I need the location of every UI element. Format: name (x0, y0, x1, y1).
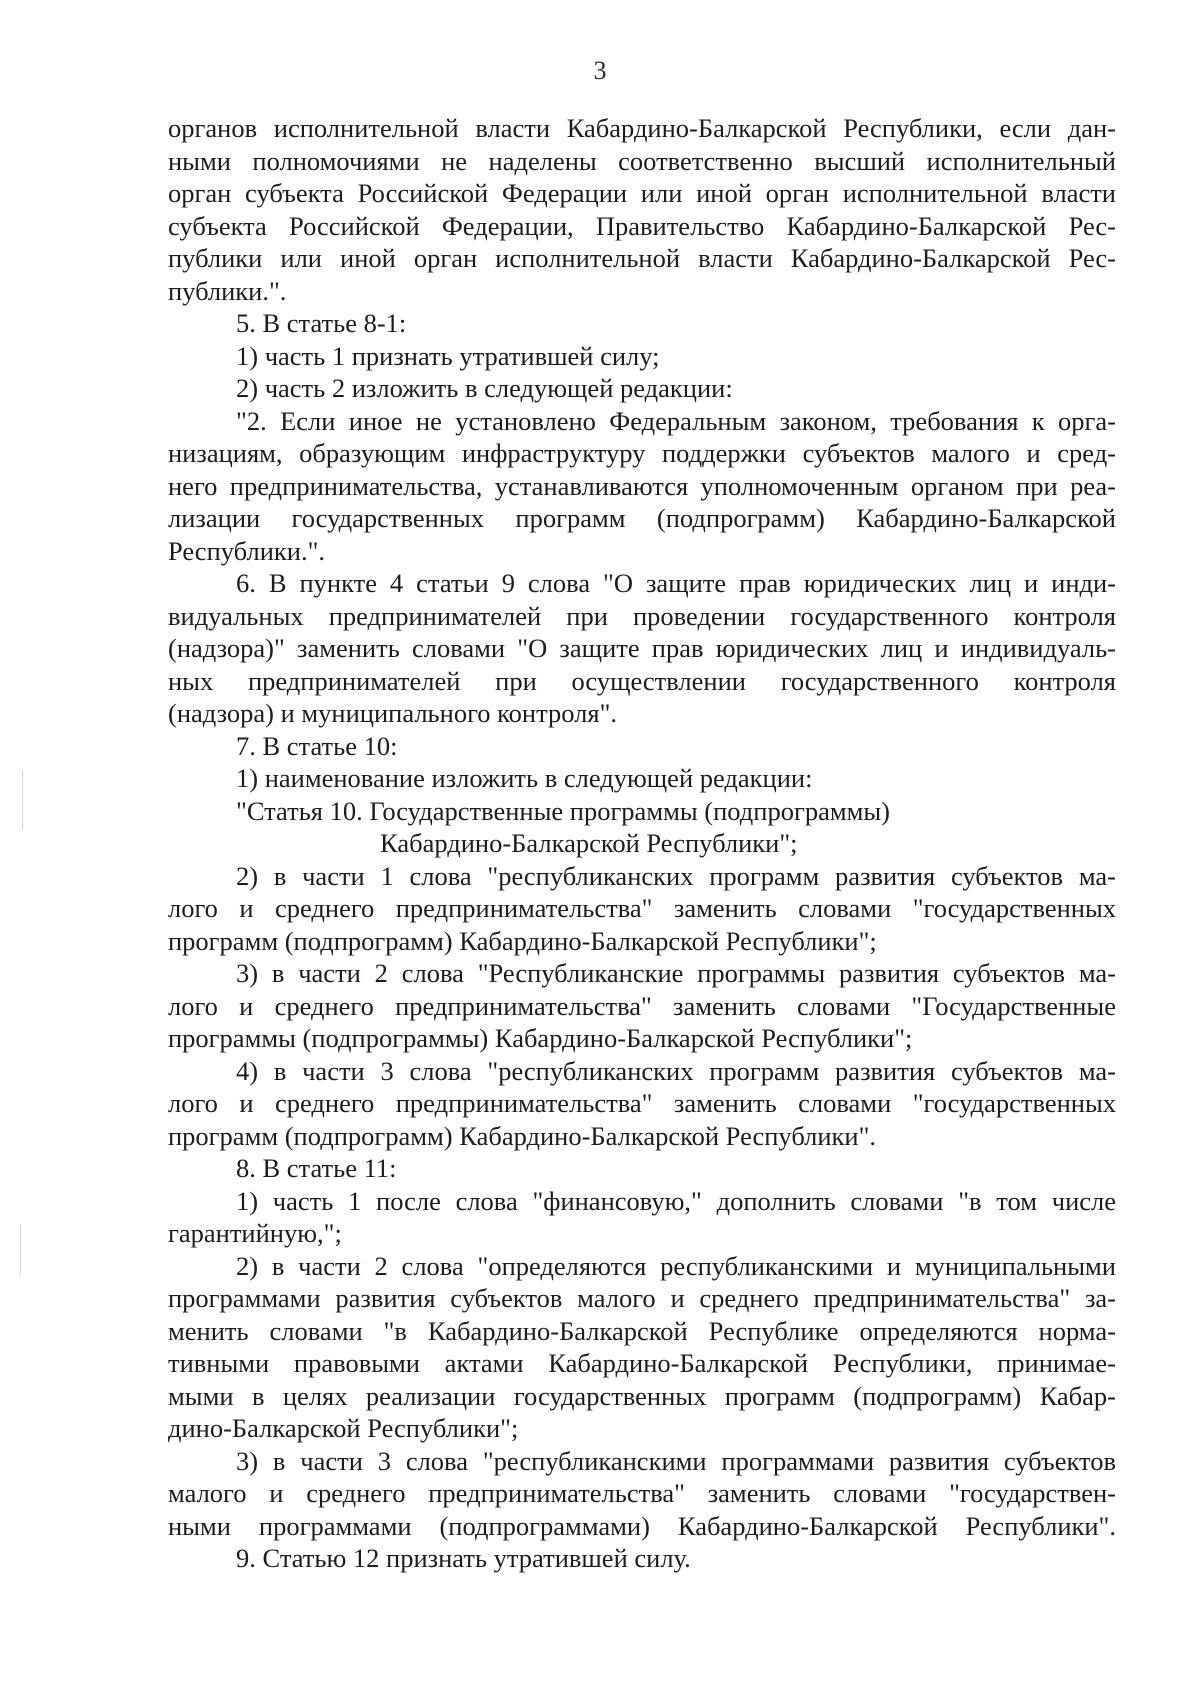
text-line: 4) в части 3 слова "республиканских программ развития субъектов ма- (236, 1055, 1116, 1086)
text-line: ными полномочиями не наделены соответственно высший исполнительный (168, 145, 1116, 176)
text-line: 2) в части 2 слова "определяются республиканскими и муниципальными (236, 1250, 1116, 1281)
text-line: "2. Если иное не установлено Федеральным законом, требования к орга- (236, 405, 1116, 436)
text-line: публики или иной орган исполнительной власти Кабардино-Балкарской Рес- (168, 243, 1116, 273)
text-line: программ (подпрограмм) Кабардино-Балкарской Республики". (168, 1120, 877, 1151)
text-line: дино-Балкарской Республики"; (168, 1413, 519, 1443)
text-line: лого и среднего предпринимательства" заменить словами "Государственные (168, 990, 1116, 1021)
text-line: публики.". (168, 275, 287, 306)
text-line: 1) часть 1 после слова "финансовую," дополнить словами "в том числе (236, 1185, 1116, 1216)
text-line: 3) в части 2 слова "Республиканские программы развития субъектов ма- (236, 958, 1116, 988)
text-line: тивными правовыми актами Кабардино-Балкарской Республики, принимае- (168, 1348, 1116, 1378)
text-line: ными программами (подпрограммами) Кабардино-Балкарской Республики". (168, 1510, 1116, 1541)
scan-artifact-line (20, 1225, 21, 1275)
text-line: лого и среднего предпринимательства" заменить словами "государственных (168, 893, 1116, 923)
text-line: гарантийную,"; (168, 1218, 342, 1248)
text-line: (надзора) и муниципального контроля". (168, 698, 618, 728)
text-line: органов исполнительной власти Кабардино-Балкарской Республики, если дан- (168, 113, 1116, 143)
page-number: 3 (593, 56, 607, 85)
text-line: низациям, образующим инфраструктуру поддержки субъектов малого и сред- (168, 438, 1116, 468)
text-line: Республики.". (168, 535, 326, 566)
text-line: субъекта Российской Федерации, Правительство Кабардино-Балкарской Рес- (168, 210, 1116, 241)
text-line: программы (подпрограммы) Кабардино-Балкарской Республики"; (168, 1023, 913, 1053)
text-line: 1) наименование изложить в следующей редакции: (236, 763, 813, 793)
text-line: (надзора)" заменить словами "О защите прав юридических лиц и индивидуаль- (168, 633, 1116, 663)
text-line: программами развития субъектов малого и среднего предпринимательства" за- (168, 1283, 1116, 1313)
text-line: 3) в части 3 слова "республиканскими программами развития субъектов (236, 1445, 1116, 1476)
text-line: "Статья 10. Государственные программы (подпрограммы) (236, 795, 890, 826)
text-line: Кабардино-Балкарской Республики"; (380, 828, 798, 858)
text-line: 8. В статье 11: (236, 1153, 397, 1183)
text-line: 5. В статье 8-1: (236, 308, 407, 338)
text-line: 6. В пункте 4 статьи 9 слова "О защите прав юридических лиц и инди- (236, 568, 1116, 598)
document-body (168, 112, 1116, 1575)
text-line: него предпринимательства, устанавливаются уполномоченным органом при реа- (168, 470, 1116, 501)
text-line: менить словами "в Кабардино-Балкарской Республике определяются норма- (168, 1315, 1116, 1346)
text-line: лизации государственных программ (подпрограмм) Кабардино-Балкарской (168, 503, 1116, 533)
text-line: мыми в целях реализации государственных программ (подпрограмм) Кабар- (168, 1380, 1116, 1411)
text-line: видуальных предпринимателей при проведении государственного контроля (168, 600, 1116, 631)
text-line: 2) в части 1 слова "республиканских программ развития субъектов ма- (236, 860, 1116, 891)
text-line: ных предпринимателей при осуществлении государственного контроля (168, 665, 1116, 696)
scan-artifact-line (22, 770, 23, 830)
text-line: 7. В статье 10: (236, 730, 398, 761)
text-line: лого и среднего предпринимательства" заменить словами "государственных (168, 1088, 1116, 1118)
text-line: орган субъекта Российской Федерации или иной орган исполнительной власти (168, 178, 1116, 208)
text-line: программ (подпрограмм) Кабардино-Балкарской Республики"; (168, 925, 877, 956)
text-line: малого и среднего предпринимательства" заменить словами "государствен- (168, 1478, 1116, 1508)
text-line: 2) часть 2 изложить в следующей редакции: (236, 373, 733, 403)
text-line: 9. Статью 12 признать утратившей силу. (236, 1543, 691, 1573)
text-line: 1) часть 1 признать утратившей силу; (236, 340, 660, 371)
